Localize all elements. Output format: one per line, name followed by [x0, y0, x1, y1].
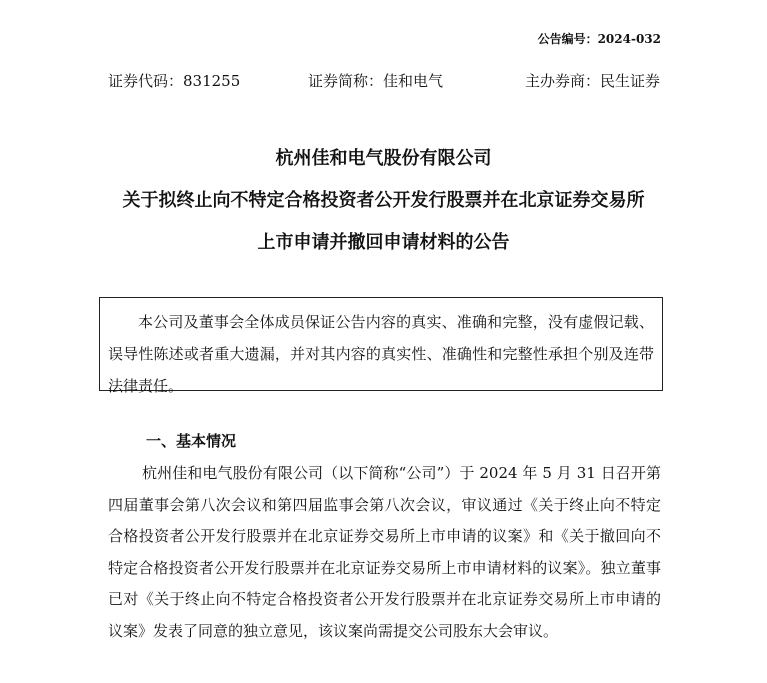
section-body	[108, 458, 661, 647]
title-subject-line2: 上市申请并撤回申请材料的公告	[257, 232, 510, 253]
sponsor-broker: 主办券商：民生证券	[524, 72, 660, 90]
board-guarantee-notice	[99, 297, 663, 395]
body-paragraph: 杭州佳和电气股份有限公司（以下简称“公司”）于 2024 年 5 月 31 日召开第四届董事会第八次会议和第四届监事会第八次会议，审议通过《关于终止向不特定合格投资者公开发行股票并在北京证券交易所上市申请的议案》和《关于撤回向不特定合格投资者公开发行股票并在北京证券交易所上市申请材料的议案》。独立董事已对《关于终止向不特定合格投资者公开发行股票并在北京证券交易所上市申请的议案》发表了同意的独立意见，该议案尚需提交公司股东大会审议。	[108, 464, 661, 640]
securities-info-row	[108, 70, 660, 92]
announcement-number: 公告编号：2024-032	[537, 32, 661, 46]
notice-text: 本公司及董事会全体成员保证公告内容的真实、准确和完整，没有虚假记载、误导性陈述或者重大遗漏，并对其内容的真实性、准确性和完整性承担个别及连带法律责任。	[108, 313, 654, 395]
securities-code: 证券代码：831255	[108, 72, 241, 90]
section-heading: 一、基本情况	[146, 432, 237, 450]
title-subject-line1: 关于拟终止向不特定合格投资者公开发行股票并在北京证券交易所	[122, 190, 645, 211]
securities-short-name: 证券简称：佳和电气	[308, 72, 444, 90]
title-company: 杭州佳和电气股份有限公司	[275, 148, 492, 169]
